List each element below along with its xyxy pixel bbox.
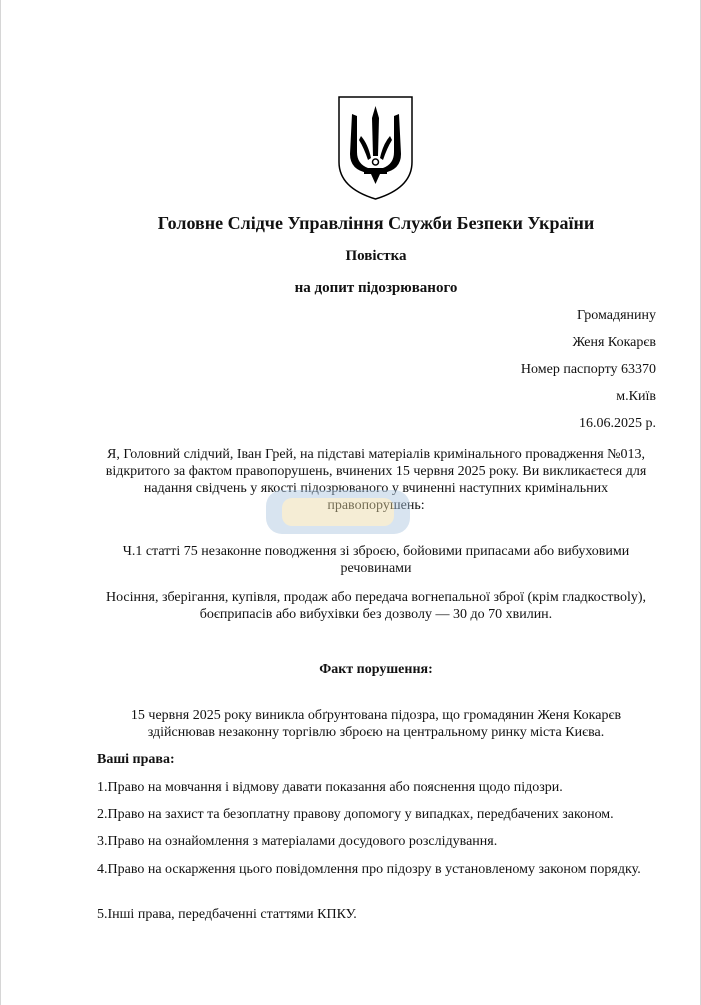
rights-heading: Ваші права: [97, 752, 175, 767]
trident-emblem-icon [338, 96, 413, 200]
city: м.Київ [616, 389, 656, 404]
article-paragraph: Ч.1 статті 75 незаконне поводження зі зброєю, бойовими припасами або вибуховими речовинами [122, 544, 630, 576]
rights-item: 5.Інші права, передбаченні статтями КПКУ. [97, 907, 357, 922]
document-date: 16.06.2025 р. [579, 416, 656, 431]
article-detail-paragraph: Носіння, зберігання, купівля, продаж або передача вогнепальної зброї (крім гладкоствolу), боєприпасів або вибухівки без дозволу — 30 до 70 хвилин. [105, 590, 647, 622]
recipient-name: Женя Кокарєв [572, 335, 656, 350]
rights-item: 2.Право на захист та безоплатну правову допомогу у випадках, передбачених законом. [97, 807, 614, 822]
rights-item: 4.Право на оскарження цього повідомлення про підозру в установленому законом порядку. [97, 862, 641, 877]
violation-heading: Факт порушення: [319, 662, 433, 677]
document-purpose: на допит підозрюваного [294, 280, 458, 296]
violation-paragraph: 15 червня 2025 року виникла обґрунтована підозра, що громадянин Женя Кокарєв здійснював незаконну торгівлю зброєю на центральному ринку міста Києва. [130, 708, 622, 740]
agency-title: Головне Слідче Управління Служби Безпеки України [157, 213, 595, 233]
intro-paragraph: Я, Головний слідчий, Іван Грей, на підставі матеріалів кримінального провадження №013, відкритого за фактом правопорушень, вчинених 15 червня 2025 року. Ви викликаєтеся для надання свідчень у якості підозрюваного у вчиненні наступних кримінальних правопорушень: [105, 447, 647, 513]
rights-item: 1.Право на мовчання і відмову давати показання або пояснення щодо підозри. [97, 780, 563, 795]
recipient-label: Громадянину [577, 308, 656, 323]
page-border-left [0, 0, 1, 1005]
passport-number: Номер паспорту 63370 [520, 362, 656, 377]
rights-item: 3.Право на ознайомлення з матеріалами досудового розслідування. [97, 834, 498, 849]
document-type: Повістка [345, 248, 407, 264]
